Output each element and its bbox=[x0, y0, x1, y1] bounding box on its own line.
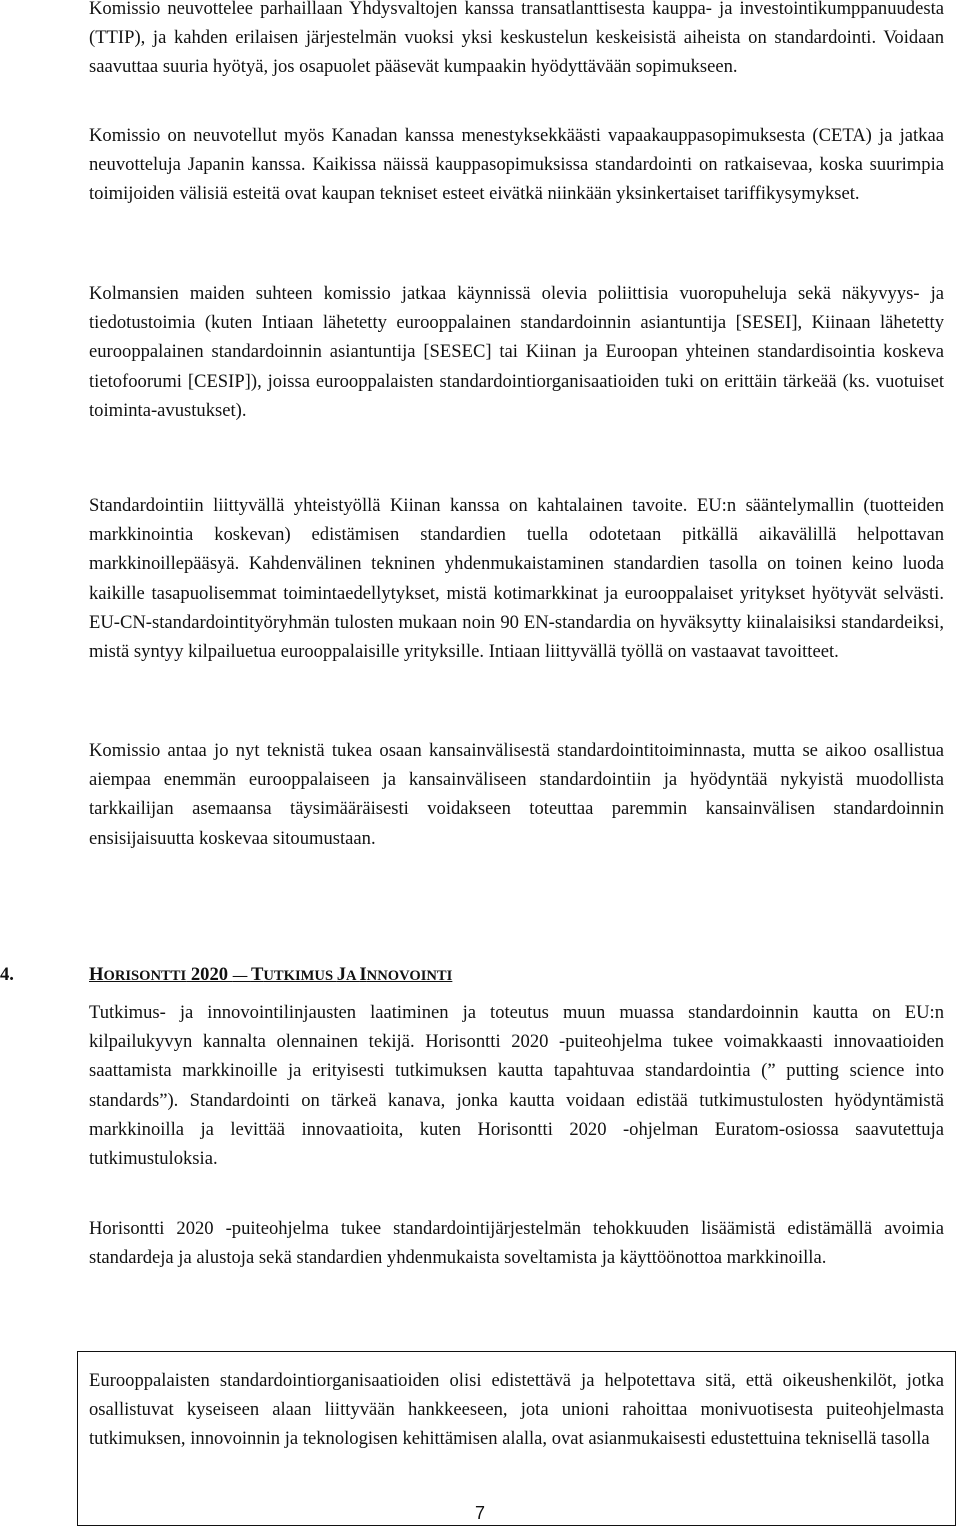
paragraph-third-countries: Kolmansien maiden suhteen komissio jatkaa käynnissä olevia poliittisia vuoropuheluja sekä näkyvyys- ja tiedotustoimia (kuten Intiaan lähetetty eurooppalainen standardoinnin asiantuntija [SESEI], Kiinaan lähetetty eurooppalainen standardoinnin asiantuntija [SESEC] tai Kiinan ja Euroopan yhteinen standardisointia koskeva tietofoorumi [CESIP]), joissa eurooppalaisten standardointiorganisaatioiden tuki on erittäin tärkeää (ks. vuotuiset toiminta-avustukset). bbox=[89, 283, 944, 421]
paragraph-ceta: Komissio on neuvotellut myös Kanadan kanssa menestyksekkäästi vapaakauppasopimuksesta (CETA) ja jatkaa neuvotteluja Japanin kanssa. Kaikissa näissä kauppasopimuksissa standardointi on ratkaisevaa, koska suurimpia toimijoiden välisiä esteitä ovat kaupan tekniset esteet eivätkä niinkään yksinkertaiset tariffikysymykset. bbox=[89, 125, 944, 205]
section-number: 4. bbox=[0, 964, 14, 985]
page-number: 7 bbox=[474, 1503, 485, 1523]
paragraph-ttip: Komissio neuvottelee parhaillaan Yhdysvaltojen kanssa transatlanttisesta kauppa- ja investointikumppanuudesta (TTIP), ja kahden erilaisen järjestelmän vuoksi yksi keskustelun keskeisistä aiheista on standardointi. Voidaan saavuttaa suuria hyötyä, jos osapuolet pääsevät kumpaakin hyödyttävään sopimukseen. bbox=[89, 0, 944, 78]
paragraph-china: Standardointiin liittyvällä yhteistyöllä Kiinan kanssa on kahtalainen tavoite. EU:n sääntelymallin (tuotteiden markkinointia koskevan) edistämisen standardien tuella odotetaan pitkällä aikavälillä helpottavan markkinoillepääsyä. Kahdenvälinen tekninen yhdenmukaistaminen standardien tasolla on toinen keino luoda kaikille tasapuolisemmat toimintaedellytykset, mistä kotimarkkinat ja eurooppalaiset yritykset hyötyvät selvästi. EU-CN-standardointityöryhmän tulosten mukaan noin 90 EN-standardia on hyväksytty kiinalaisiksi standardeiksi, mistä syntyy kilpailuetua eurooppalaisille yrityksille. Intiaan liittyvällä työllä on vastaavat tavoitteet. bbox=[89, 495, 944, 663]
paragraph-horizon-research: Tutkimus- ja innovointilinjausten laatiminen ja toteutus muun muassa standardoinnin kautta on EU:n kilpailukyvyn kannalta olennainen tekijä. Horisontti 2020 -puiteohjelma tukee voimakkaasti innovaatioiden saattamista markkinoille ja erityisesti tutkimuksen kautta tapahtuvaa standardointia (” putting science into standards”). Standardointi on tärkeä kanava, jonka kautta voidaan edistää tutkimustulosten hyödyntämistä markkinoilla ja levittää innovaatioita, kuten Horisontti 2020 -ohjelman Euratom-osiossa saavutettuja tutkimustuloksia. bbox=[89, 1002, 944, 1170]
section-title: HORISONTTI 2020 — TUTKIMUS JA INNOVOINTI bbox=[89, 964, 453, 985]
paragraph-horizon-support: Horisontti 2020 -puiteohjelma tukee standardointijärjestelmän tehokkuuden lisäämistä edistämällä avoimia standardeja ja alustoja sekä standardien yhdenmukaista soveltamista ja käyttöönottoa markkinoilla. bbox=[89, 1218, 944, 1269]
paragraph-technical-support: Komissio antaa jo nyt teknistä tukea osaan kansainvälisestä standardointitoiminnasta, mutta se aikoo osallistua aiempaa enemmän eurooppalaiseen ja kansainväliseen standardointiin ja hyödyntää nykyistä muodollista tarkkailijan asemaansa täysimääräisesti voidakseen toteuttaa paremmin kansainvälisen standardoinnin ensisijaisuutta koskevaa sitoumustaan. bbox=[89, 740, 944, 849]
boxed-text: Eurooppalaisten standardointiorganisaatioiden olisi edistettävä ja helpotettava sitä, että oikeushenkilöt, jotka osallistuvat kyseiseen alaan liittyvään hankkeeseen, jota unioni rahoittaa monivuotisesta puiteohjelmasta tutkimuksen, innovoinnin ja teknologisen kehittämisen alalla, ovat asianmukaisesti edustettuina teknisellä tasolla bbox=[89, 1370, 944, 1450]
